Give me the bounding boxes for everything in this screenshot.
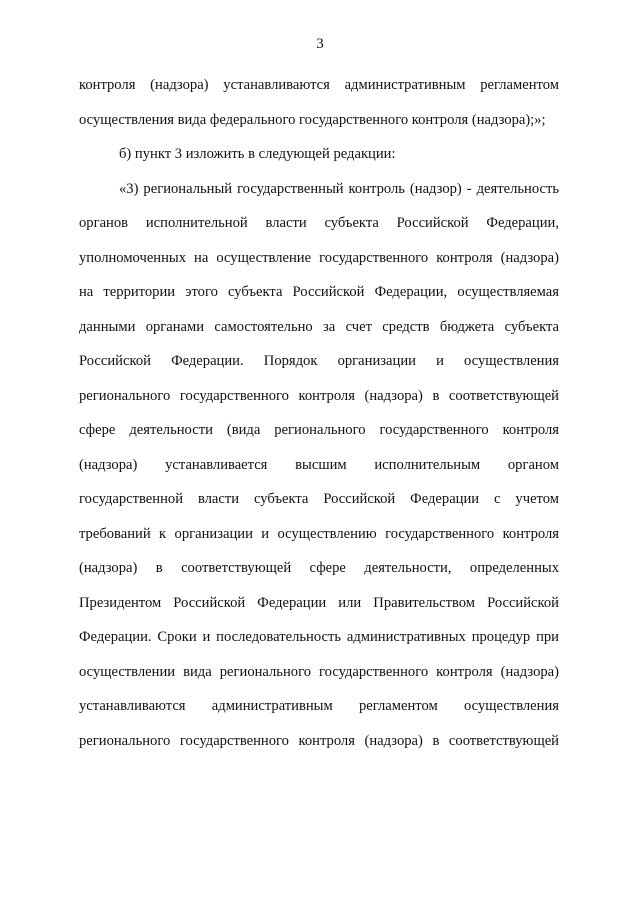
text-line: на территории этого субъекта Российской Федерации, осуществляемая bbox=[79, 284, 559, 300]
page-number: 3 bbox=[316, 36, 324, 52]
text-line: данными органами самостоятельно за счет средств бюджета субъекта bbox=[79, 318, 559, 335]
text-line: сфере деятельности (вида регионального государственного контроля bbox=[79, 422, 559, 438]
text-line: Российской Федерации. Порядок организации и осуществления bbox=[79, 353, 559, 369]
text-line: регионального государственного контроля (надзора) в соответствующей bbox=[79, 732, 559, 749]
text-line: осуществлении вида регионального государственного контроля (надзора) bbox=[79, 663, 559, 680]
text-line: уполномоченных на осуществление государственного контроля (надзора) bbox=[79, 249, 559, 266]
text-line: б) пункт 3 изложить в следующей редакции: bbox=[119, 146, 396, 162]
document-body bbox=[79, 68, 559, 758]
text-line: контроля (надзора) устанавливаются административным регламентом bbox=[79, 77, 559, 93]
text-line: регионального государственного контроля (надзора) в соответствующей bbox=[79, 387, 559, 404]
text-line: устанавливаются административным регламентом осуществления bbox=[79, 698, 559, 714]
text-line: осуществления вида федерального государственного контроля (надзора);»; bbox=[79, 111, 546, 128]
text-line: требований к организации и осуществлению государственного контроля bbox=[79, 525, 559, 542]
text-line: Президентом Российской Федерации или Правительством Российской bbox=[79, 594, 559, 611]
text-line: органов исполнительной власти субъекта Российской Федерации, bbox=[79, 215, 559, 231]
text-line: Федерации. Сроки и последовательность административных процедур при bbox=[79, 629, 559, 645]
text-line: (надзора) устанавливается высшим исполнительным органом bbox=[79, 456, 559, 473]
text-line: (надзора) в соответствующей сфере деятельности, определенных bbox=[79, 560, 559, 576]
text-line: «3) региональный государственный контроль (надзор) - деятельность bbox=[119, 180, 559, 197]
text-line: государственной власти субъекта Российской Федерации с учетом bbox=[79, 491, 559, 507]
